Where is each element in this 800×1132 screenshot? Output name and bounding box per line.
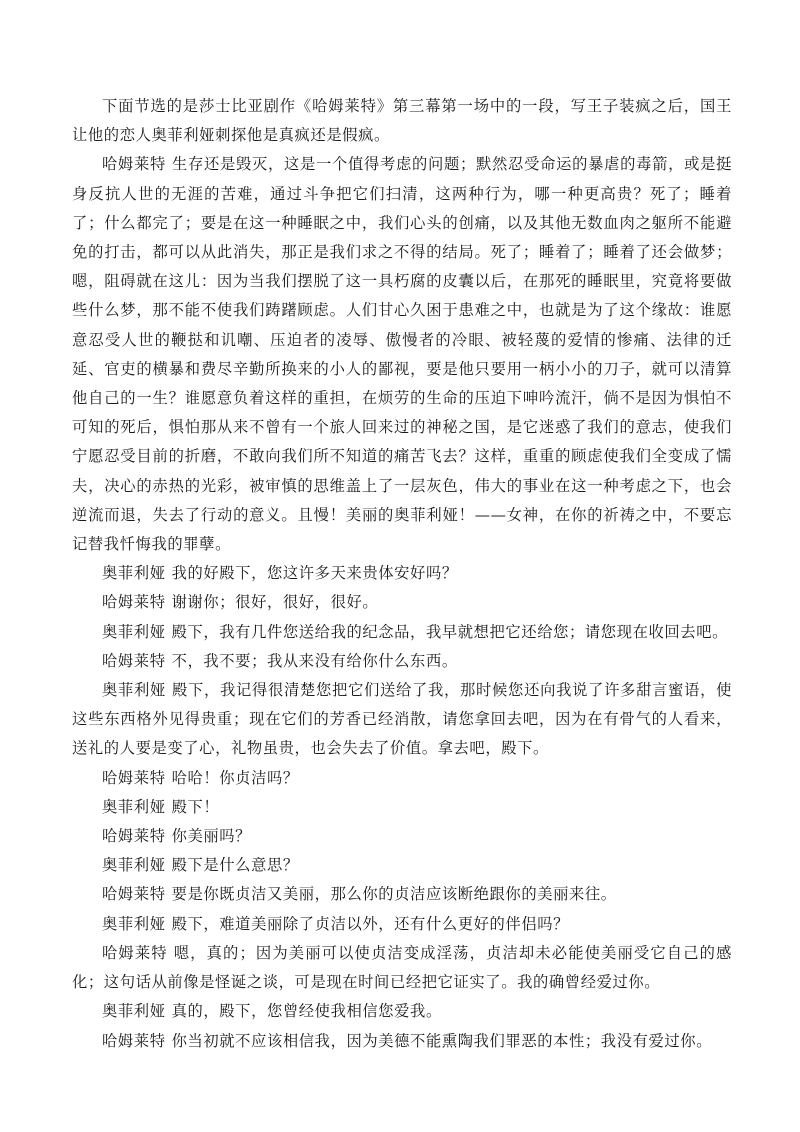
dialogue-line: 生存还是毁灭，这是一个值得考虑的问题；默然忍受命运的暴虐的毒箭，或是挺身反抗人世的无涯的苦难，通过斗争把它们扫清，这两种行为，哪一种更高贵？死了；睡着了；什么都完了；要是在这一种睡眠之中，我们心头的创痛，以及其他无数血肉之躯所不能避免的打击，都可以从此消失，那正是我们求之不得的结局。死了；睡着了；睡着了还会做梦；嗯，阻碍就在这儿：因为当我们摆脱了这一具朽腐的皮囊以后，在那死的睡眠里，究竟将要做些什么梦，那不能不使我们踌躇顾虑。人们甘心久困于患难之中，也就是为了这个缘故：谁愿意忍受人世的鞭挞和讥嘲、压迫者的凌辱、傲慢者的冷眼、被轻蔑的爱情的惨痛、法律的迁延、官吏的横暴和费尽辛勤所换来的小人的鄙视，要是他只要用一柄小小的刀子，就可以清算他自己的一生？谁愿意负着这样的重担，在烦劳的生命的压迫下呻吟流汗，倘不是因为惧怕不可知的死后，惧怕那从来不曾有一个旅人回来过的神秘之国，是它迷惑了我们的意志，使我们宁愿忍受目前的折磨，不敢向我们所不知道的痛苦飞去？这样，重重的顾虑使我们全变成了懦夫，决心的赤热的光彩，被审慎的思维盖上了一层灰色，伟大的事业在这一种考虑之下，也会逆流而退，失去了行动的意义。且慢！美丽的奥菲利娅！——女神，在你的祈祷之中，不要忘记替我忏悔我的罪孽。 [72, 155, 732, 554]
dialogue-line: 你美丽吗？ [171, 827, 252, 846]
speaker-name: 奥菲利娅 [102, 797, 166, 816]
speaker-name: 奥菲利娅 [102, 856, 166, 875]
dialogue-line: 嗯，真的；因为美丽可以使贞洁变成淫荡，贞洁却未必能使美丽受它自己的感化；这句话从前像是怪诞之谈，可是现在时间已经把它证实了。我的确曾经爱过你。 [72, 943, 732, 992]
speaker-name: 哈姆莱特 [102, 155, 167, 174]
speaker-name: 哈姆莱特 [102, 1031, 166, 1050]
speaker-name: 哈姆莱特 [102, 651, 166, 670]
speaker-name: 哈姆莱特 [102, 827, 166, 846]
dialogue-paragraph [72, 559, 732, 588]
intro-paragraph: 下面节选的是莎士比亚剧作《哈姆莱特》第三幕第一场中的一段，写王子装疯之后，国王让他的恋人奥菲利娅刺探他是真疯还是假疯。 [72, 97, 732, 145]
speaker-name: 奥菲利娅 [102, 1002, 166, 1021]
document-body [72, 92, 732, 1056]
dialogue-paragraph [72, 910, 732, 939]
speaker-name: 哈姆莱特 [102, 768, 166, 787]
speaker-name: 奥菲利娅 [102, 622, 166, 641]
speaker-name: 奥菲利娅 [102, 914, 166, 933]
dialogue-line: 殿下是什么意思？ [171, 856, 299, 875]
dialogue-paragraph [72, 793, 732, 822]
dialogue-paragraph [72, 1027, 732, 1056]
dialogue-line: 谢谢你；很好，很好，很好。 [171, 593, 379, 612]
dialogue-paragraph [72, 880, 732, 909]
dialogue-paragraph [72, 647, 732, 676]
dialogue-paragraph [72, 822, 732, 851]
dialogue-line: 殿下，我记得很清楚您把它们送给了我，那时候您还向我说了许多甜言蜜语，使这些东西格外见得贵重；现在它们的芳香已经消散，请您拿回去吧，因为在有骨气的人看来，送礼的人要是变了心，礼物虽贵，也会失去了价值。拿去吧，殿下。 [72, 681, 732, 758]
dialogue-line: 你当初就不应该相信我，因为美德不能熏陶我们罪恶的本性；我没有爱过你。 [171, 1031, 713, 1050]
dialogue-line: 真的，殿下，您曾经使我相信您爱我。 [171, 1002, 442, 1021]
dialogue-line: 我的好殿下，您这许多天来贵体安好吗？ [171, 564, 458, 583]
dialogue-paragraph [72, 150, 732, 559]
dialogue-list [72, 150, 732, 1055]
dialogue-paragraph [72, 588, 732, 617]
dialogue-paragraph [72, 764, 732, 793]
speaker-name: 哈姆莱特 [102, 593, 166, 612]
speaker-name: 奥菲利娅 [102, 564, 166, 583]
dialogue-line: 不，我不要；我从来没有给你什么东西。 [171, 651, 458, 670]
dialogue-paragraph [72, 939, 732, 997]
dialogue-paragraph [72, 676, 732, 764]
speaker-name: 奥菲利娅 [102, 681, 167, 700]
dialogue-line: 哈哈！你贞洁吗？ [171, 768, 299, 787]
dialogue-paragraph [72, 997, 732, 1026]
dialogue-line: 殿下，我有几件您送给我的纪念品，我早就想把它还给您；请您现在收回去吧。 [171, 622, 728, 641]
dialogue-line: 殿下，难道美丽除了贞洁以外，还有什么更好的伴侣吗？ [171, 914, 570, 933]
dialogue-paragraph [72, 851, 732, 880]
dialogue-line: 要是你既贞洁又美丽，那么你的贞洁应该断绝跟你的美丽来往。 [171, 885, 617, 904]
dialogue-paragraph [72, 618, 732, 647]
dialogue-line: 殿下！ [171, 797, 220, 816]
speaker-name: 哈姆莱特 [102, 885, 166, 904]
speaker-name: 哈姆莱特 [102, 943, 168, 962]
